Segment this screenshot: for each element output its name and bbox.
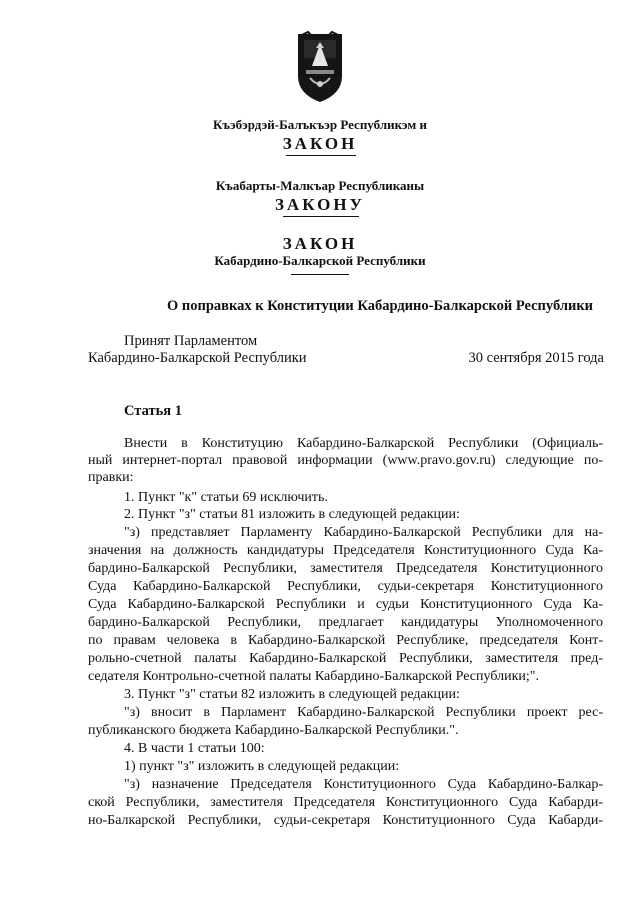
adoption-date: 30 сентября 2015 года [468,350,604,366]
body-line: публиканского бюджета Кабардино-Балкарской Республики.". [88,723,459,738]
law-title-russian: ЗАКОН [282,234,358,253]
body-line: 3. Пункт "з" статьи 82 изложить в следующей редакции: [124,687,460,702]
body-line: 1. Пункт "к" статьи 69 исключить. [124,490,328,505]
body-line: Суда Кабардино-Балкарской Республики, судьи-секретаря Конституционного [88,579,603,594]
divider [283,216,359,217]
adoption-line-2: Кабардино-Балкарской Республики [88,350,307,366]
body-line: "з) назначение Председателя Конституционного Суда Кабардино-Балкар- [124,777,603,792]
body-line: но-Балкарской Республики, судьи-секретаря Конституционного Суда Кабарди- [88,813,603,828]
body-line: 2. Пункт "з" статьи 81 изложить в следующей редакции: [124,507,460,522]
body-line: 4. В части 1 статьи 100: [124,741,265,756]
body-line: Внести в Конституцию Кабардино-Балкарской Республики (Официаль- [124,436,603,451]
body-line: седателя Контрольно-счетной палаты Кабардино-Балкарской Республики;". [88,669,539,684]
header-line-2: Къабарты-Малкъар Республиканы [215,178,425,193]
header-line-3: Кабардино-Балкарской Республики [214,253,426,268]
divider [286,155,356,156]
body-line: значения на должность кандидатуры Председателя Конституционного Суда Ка- [88,543,603,558]
adoption-line-1: Принят Парламентом [124,333,258,349]
body-line: бардино-Балкарской Республики, заместителя Председателя Конституционного [88,561,603,576]
body-line: "з) представляет Парламенту Кабардино-Балкарской Республики для на- [124,525,603,540]
body-line: ный интернет-портал правовой информации (www.pravo.gov.ru) следующие по- [88,453,603,468]
law-title-balkar: ЗАКОНУ [274,195,366,214]
document-title: О поправках к Конституции Кабардино-Балкарской Республики [166,298,594,314]
divider [291,274,349,275]
body-line: "з) вносит в Парламент Кабардино-Балкарской Республики проект рес- [124,705,603,720]
body-line: Суда Кабардино-Балкарской Республики и судьи Конституционного Суда Ка- [88,597,603,612]
body-line: 1) пункт "з" изложить в следующей редакции: [124,759,400,774]
body-line: ской Республики, заместителя Председателя Конституционного Суда Кабарди- [88,795,603,810]
body-line: правки: [88,470,134,485]
article-heading: Статья 1 [124,403,182,419]
body-line: по правам человека в Кабардино-Балкарской Республике, председателя Конт- [88,633,603,648]
coat-of-arms-icon [294,30,346,104]
header-line-1: Къэбэрдэй-Балъкъэр Республикэм и [212,117,428,132]
law-title-kabardian: ЗАКОН [282,134,358,153]
body-line: рольно-счетной палаты Кабардино-Балкарской Республики, заместителя пред- [88,651,603,666]
body-line: бардино-Балкарской Республики, предлагает кандидатуры Уполномоченного [88,615,603,630]
